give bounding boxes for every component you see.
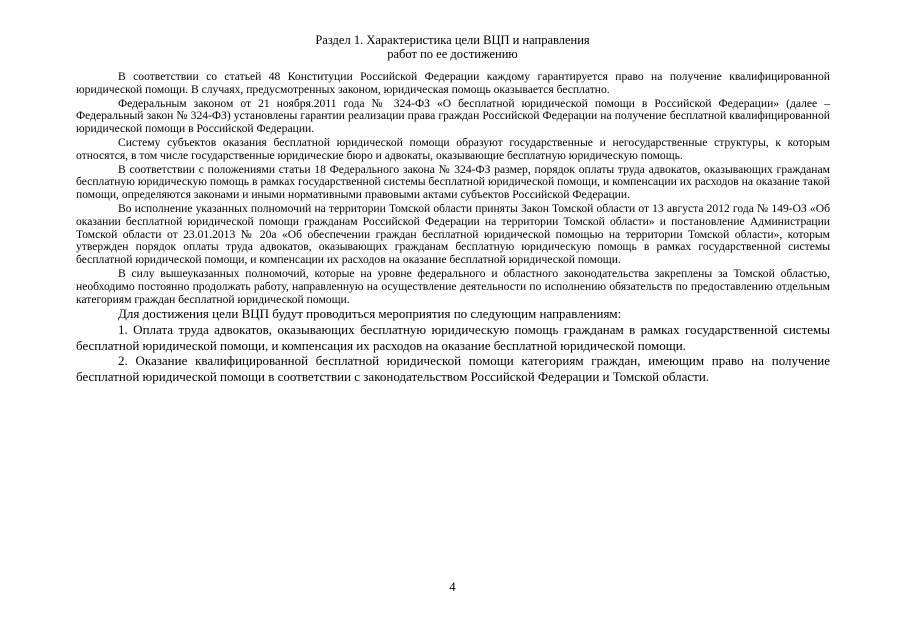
paragraph-powers: В силу вышеуказанных полномочий, которые на уровне федерального и областного законодательства закреплены за Томской областью, необходимо постоянно продолжать работу, направленную на осуществление деятельности по исполнению обязательств по предоставлению отдельным категориям граждан бесплатной юридической помощи. xyxy=(76,266,830,306)
paragraph-article-18: В соответствии с положениями статьи 18 Федерального закона № 324-ФЗ размер, порядок оплаты труда адвокатов, оказывающих гражданам бесплатную юридическую помощь в рамках государственной системы бесплатной юридической помощи, и компенсации их расходов на оказание такой помощи, определяются законами и иными нормативными правовыми актами субъектов Российской Федерации. xyxy=(76,162,830,202)
paragraph-federal-law: Федеральным законом от 21 ноября.2011 года № 324-ФЗ «О бесплатной юридической помощи в Российской Федерации» (далее – Федеральный закон № 324-ФЗ) установлены гарантии реализации права граждан Российской Федерации на получение бесплатной квалифицированной юридической помощи в Российской Федерации. xyxy=(76,96,830,136)
paragraph-tomsk-region-law: Во исполнение указанных полномочий на территории Томской области приняты Закон Томской области от 13 августа 2012 года № 149-ОЗ «Об оказании бесплатной юридической помощи гражданам Российской Федерации на территории Томской области» и постановление Администрации Томской области от 23.01.2013 № 20а «Об обеспечении граждан бесплатной юридической помощью на территории Томской области», которым утвержден порядок оплаты труда адвокатов, оказывающих гражданам бесплатную юридическую помощь в рамках государственной системы бесплатной юридической помощи, и компенсации их расходов на оказание бесплатной юридической помощи. xyxy=(76,201,830,267)
direction-item-2: 2. Оказание квалифицированной бесплатной юридической помощи категориям граждан, имеющим право на получение бесплатной юридической помощи в соответствии с законодательством Российской Федерации и Томской области. xyxy=(76,353,830,384)
section-heading xyxy=(0,33,905,61)
paragraph-constitution: В соответствии со статьей 48 Конституции Российской Федерации каждому гарантируется право на получение квалифицированной юридической помощи. В случаях, предусмотренных законом, юридическая помощь оказывается бесплатно. xyxy=(76,70,830,96)
document-body xyxy=(76,71,830,384)
paragraph-subjects-system: Систему субъектов оказания бесплатной юридической помощи образуют государственные и негосударственные структуры, к которым относятся, в том числе государственные юридические бюро и адвокаты, оказывающие бесплатную юридическую помощь. xyxy=(76,135,830,162)
section-heading-line-2: работ по ее достижению xyxy=(387,47,518,61)
directions-intro: Для достижения цели ВЦП будут проводиться мероприятия по следующим направлениям: xyxy=(118,306,622,322)
page-number: 4 xyxy=(449,580,456,594)
direction-item-1: 1. Оплата труда адвокатов, оказывающих бесплатную юридическую помощь гражданам в рамках государственной системы бесплатной юридической помощи, и компенсация их расходов на оказание бесплатной юридической помощи. xyxy=(76,321,830,353)
section-heading-line-1: Раздел 1. Характеристика цели ВЦП и направления xyxy=(315,33,590,47)
